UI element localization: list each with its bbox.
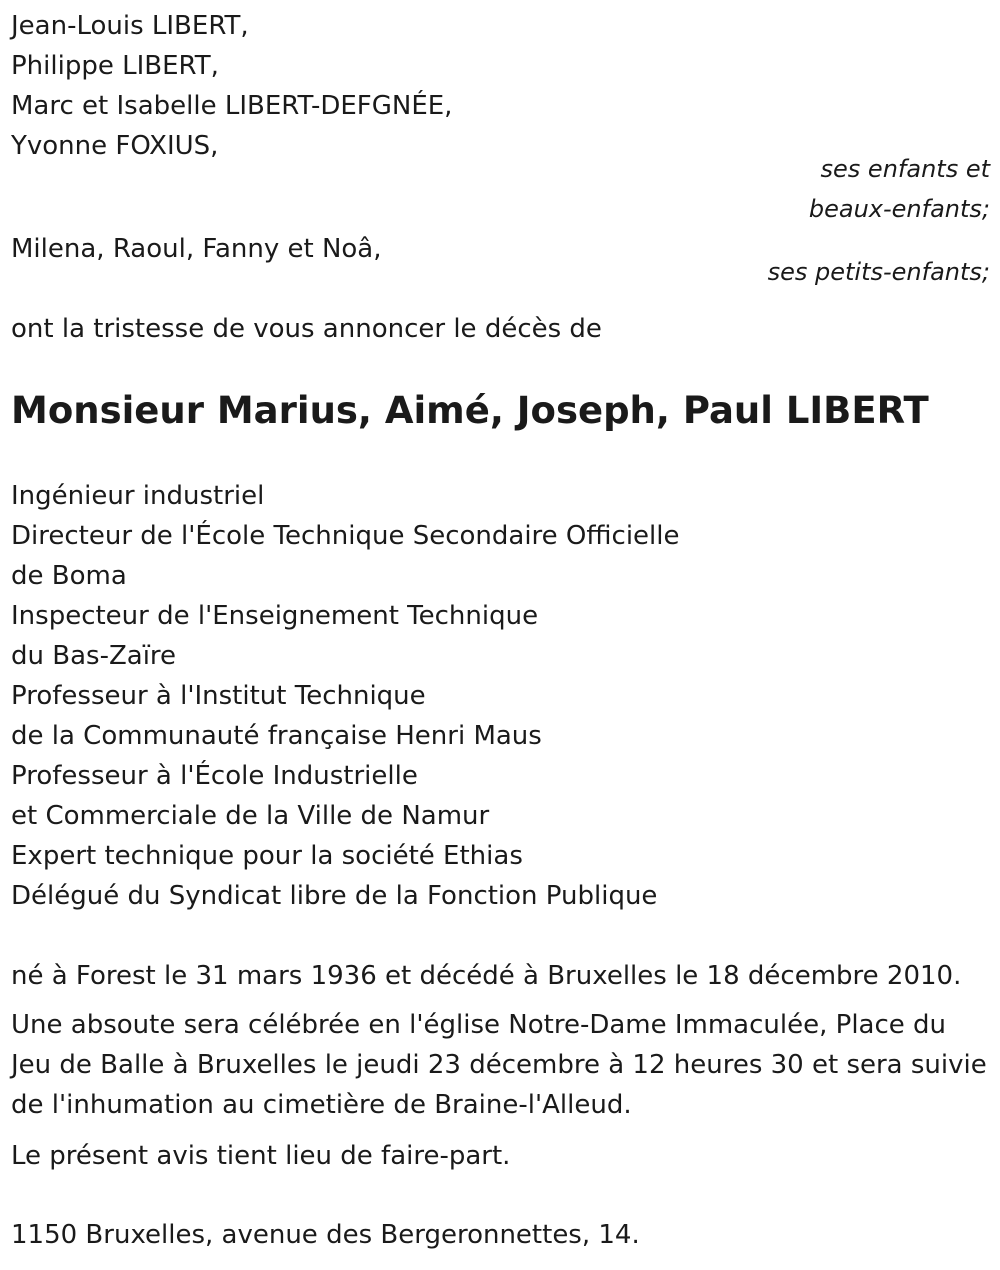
ceremony-line: de l'inhumation au cimetière de Braine-l'Alleud.	[11, 1090, 632, 1120]
child-name-1: Jean-Louis LIBERT,	[11, 11, 249, 41]
title-line: Professeur à l'École Industrielle	[11, 761, 418, 791]
child-name-4: Yvonne FOXIUS,	[11, 131, 219, 161]
title-line: et Commerciale de la Ville de Namur	[11, 801, 490, 831]
ceremony-line: Une absoute sera célébrée en l'église Notre-Dame Immaculée, Place du	[11, 1010, 947, 1040]
grandchildren-names: Milena, Raoul, Fanny et Noâ,	[11, 234, 382, 264]
title-line: Expert technique pour la société Ethias	[11, 841, 523, 871]
children-role-line1: ses enfants et	[820, 155, 990, 183]
announcement-text: ont la tristesse de vous annoncer le décès de	[11, 314, 602, 344]
deceased-name: Monsieur Marius, Aimé, Joseph, Paul LIBERT	[11, 389, 929, 432]
title-line: Délégué du Syndicat libre de la Fonction Publique	[11, 881, 658, 911]
title-line: Professeur à l'Institut Technique	[11, 681, 426, 711]
title-line: Directeur de l'École Technique Secondaire Officielle	[11, 521, 680, 551]
title-line: Inspecteur de l'Enseignement Technique	[11, 601, 539, 631]
title-line: du Bas-Zaïre	[11, 641, 177, 671]
title-line: Ingénieur industriel	[11, 481, 265, 511]
notice-text: Le présent avis tient lieu de faire-part.	[11, 1141, 511, 1171]
child-name-2: Philippe LIBERT,	[11, 51, 219, 81]
ceremony-line: Jeu de Balle à Bruxelles le jeudi 23 décembre à 12 heures 30 et sera suivie	[11, 1050, 987, 1080]
grandchildren-role: ses petits-enfants;	[767, 258, 990, 286]
title-line: de Boma	[11, 561, 127, 591]
birth-death-text: né à Forest le 31 mars 1936 et décédé à Bruxelles le 18 décembre 2010.	[11, 961, 962, 991]
children-role-line2: beaux-enfants;	[808, 195, 990, 223]
titles-list	[11, 476, 991, 916]
title-line: de la Communauté française Henri Maus	[11, 721, 542, 751]
address-text: 1150 Bruxelles, avenue des Bergeronnettes, 14.	[11, 1220, 640, 1250]
child-name-3: Marc et Isabelle LIBERT-DEFGNÉE,	[11, 91, 453, 121]
ceremony-paragraph	[11, 1005, 991, 1125]
